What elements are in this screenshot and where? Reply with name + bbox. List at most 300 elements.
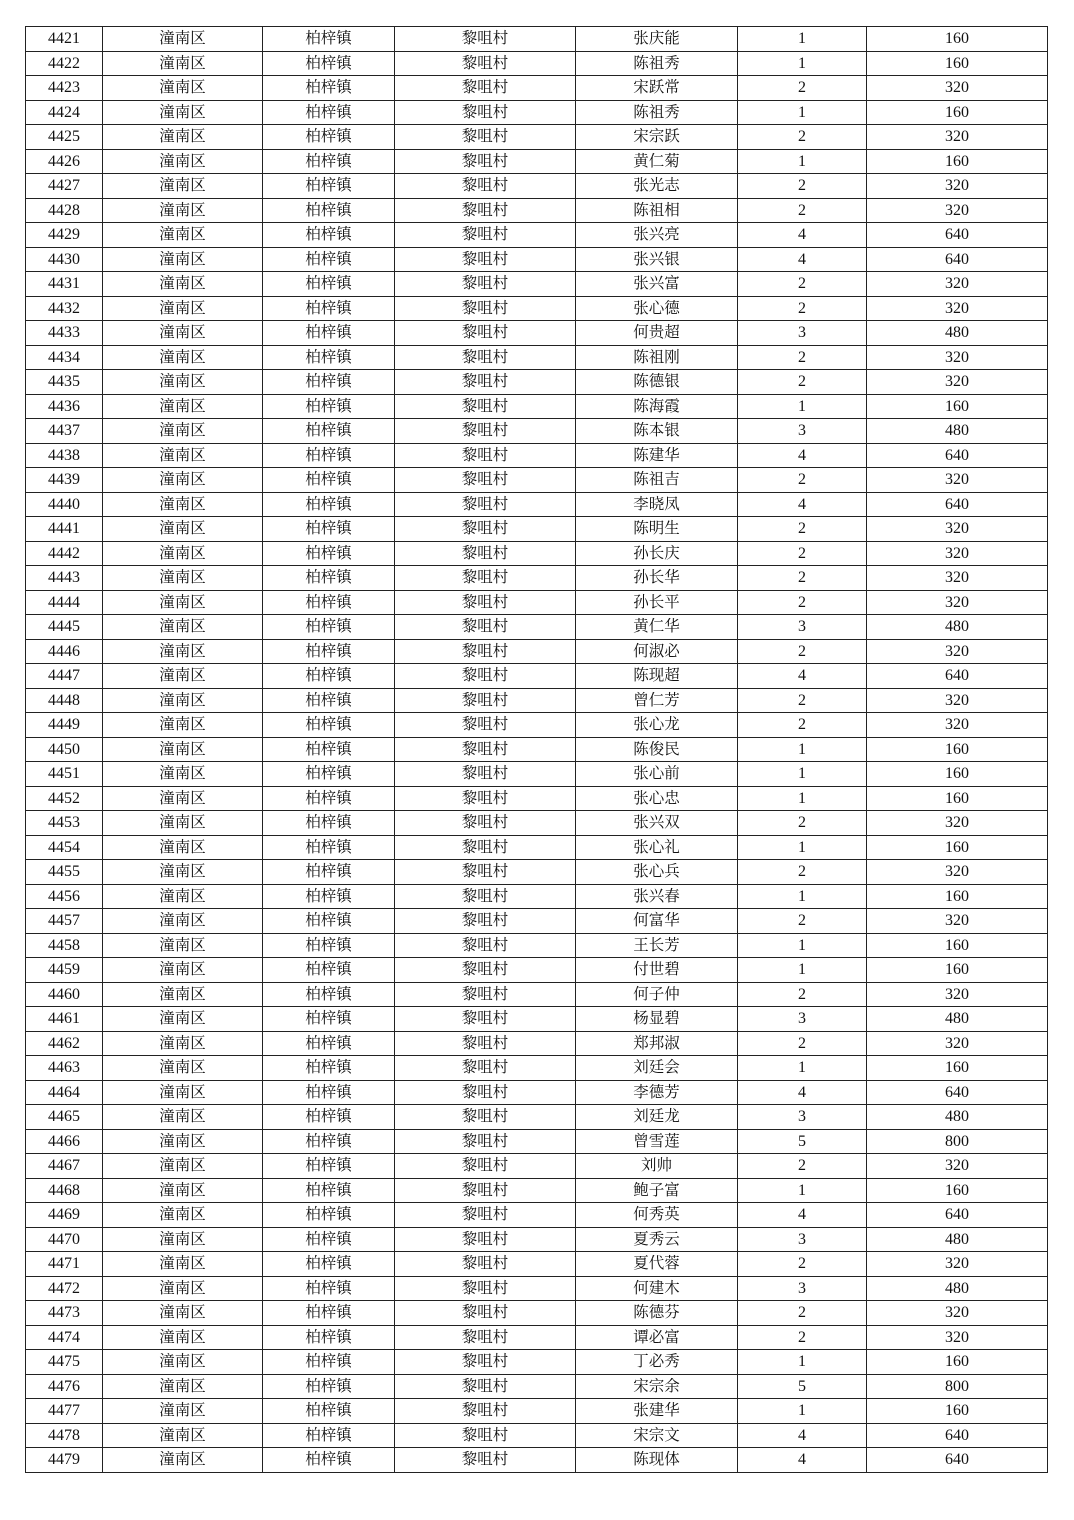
household-count-cell: 2: [738, 76, 867, 101]
household-count-cell: 2: [738, 566, 867, 591]
household-count-cell: 1: [738, 149, 867, 174]
serial-number-cell: 4433: [26, 321, 103, 346]
name-cell: 曾雪莲: [576, 1129, 738, 1154]
serial-number-cell: 4462: [26, 1031, 103, 1056]
household-count-cell: 2: [738, 1325, 867, 1350]
name-cell: 何富华: [576, 909, 738, 934]
village-cell: 黎咀村: [395, 517, 576, 542]
village-cell: 黎咀村: [395, 1080, 576, 1105]
district-cell: 潼南区: [103, 664, 263, 689]
amount-cell: 160: [867, 835, 1048, 860]
name-cell: 张庆能: [576, 27, 738, 52]
name-cell: 何淑必: [576, 639, 738, 664]
table-row: [26, 958, 1048, 983]
town-cell: 柏梓镇: [263, 321, 395, 346]
table-row: [26, 174, 1048, 199]
district-cell: 潼南区: [103, 1227, 263, 1252]
household-count-cell: 3: [738, 1276, 867, 1301]
amount-cell: 640: [867, 492, 1048, 517]
district-cell: 潼南区: [103, 1252, 263, 1277]
name-cell: 张兴春: [576, 884, 738, 909]
household-count-cell: 1: [738, 1056, 867, 1081]
village-cell: 黎咀村: [395, 345, 576, 370]
village-cell: 黎咀村: [395, 1423, 576, 1448]
district-cell: 潼南区: [103, 1423, 263, 1448]
table-row: [26, 1448, 1048, 1473]
district-cell: 潼南区: [103, 762, 263, 787]
town-cell: 柏梓镇: [263, 811, 395, 836]
town-cell: 柏梓镇: [263, 884, 395, 909]
town-cell: 柏梓镇: [263, 1301, 395, 1326]
serial-number-cell: 4465: [26, 1105, 103, 1130]
village-cell: 黎咀村: [395, 1301, 576, 1326]
name-cell: 陈德银: [576, 370, 738, 395]
amount-cell: 160: [867, 1178, 1048, 1203]
serial-number-cell: 4460: [26, 982, 103, 1007]
amount-cell: 320: [867, 639, 1048, 664]
amount-cell: 320: [867, 811, 1048, 836]
name-cell: 宋宗余: [576, 1374, 738, 1399]
table-row: [26, 1252, 1048, 1277]
serial-number-cell: 4450: [26, 737, 103, 762]
village-cell: 黎咀村: [395, 713, 576, 738]
serial-number-cell: 4473: [26, 1301, 103, 1326]
table-row: [26, 1007, 1048, 1032]
town-cell: 柏梓镇: [263, 223, 395, 248]
district-cell: 潼南区: [103, 1056, 263, 1081]
amount-cell: 480: [867, 615, 1048, 640]
table-row: [26, 762, 1048, 787]
district-cell: 潼南区: [103, 321, 263, 346]
district-cell: 潼南区: [103, 566, 263, 591]
town-cell: 柏梓镇: [263, 247, 395, 272]
amount-cell: 800: [867, 1129, 1048, 1154]
town-cell: 柏梓镇: [263, 1129, 395, 1154]
name-cell: 张光志: [576, 174, 738, 199]
name-cell: 张兴双: [576, 811, 738, 836]
district-cell: 潼南区: [103, 786, 263, 811]
name-cell: 鲍子富: [576, 1178, 738, 1203]
name-cell: 陈德芬: [576, 1301, 738, 1326]
household-count-cell: 2: [738, 541, 867, 566]
table-row: [26, 566, 1048, 591]
village-cell: 黎咀村: [395, 51, 576, 76]
serial-number-cell: 4474: [26, 1325, 103, 1350]
amount-cell: 480: [867, 1007, 1048, 1032]
name-cell: 张兴亮: [576, 223, 738, 248]
table-row: [26, 1080, 1048, 1105]
village-cell: 黎咀村: [395, 1252, 576, 1277]
table-row: [26, 345, 1048, 370]
table-row: [26, 517, 1048, 542]
serial-number-cell: 4422: [26, 51, 103, 76]
serial-number-cell: 4471: [26, 1252, 103, 1277]
amount-cell: 160: [867, 394, 1048, 419]
amount-cell: 320: [867, 370, 1048, 395]
amount-cell: 160: [867, 933, 1048, 958]
district-cell: 潼南区: [103, 1031, 263, 1056]
name-cell: 何贵超: [576, 321, 738, 346]
household-count-cell: 2: [738, 1252, 867, 1277]
household-count-cell: 3: [738, 615, 867, 640]
serial-number-cell: 4447: [26, 664, 103, 689]
district-cell: 潼南区: [103, 443, 263, 468]
district-cell: 潼南区: [103, 370, 263, 395]
village-cell: 黎咀村: [395, 1178, 576, 1203]
town-cell: 柏梓镇: [263, 370, 395, 395]
table-row: [26, 541, 1048, 566]
amount-cell: 640: [867, 664, 1048, 689]
household-count-cell: 2: [738, 639, 867, 664]
town-cell: 柏梓镇: [263, 76, 395, 101]
town-cell: 柏梓镇: [263, 860, 395, 885]
serial-number-cell: 4470: [26, 1227, 103, 1252]
district-cell: 潼南区: [103, 296, 263, 321]
amount-cell: 160: [867, 737, 1048, 762]
table-row: [26, 370, 1048, 395]
household-count-cell: 2: [738, 1301, 867, 1326]
town-cell: 柏梓镇: [263, 345, 395, 370]
name-cell: 夏代蓉: [576, 1252, 738, 1277]
district-cell: 潼南区: [103, 517, 263, 542]
amount-cell: 160: [867, 100, 1048, 125]
district-cell: 潼南区: [103, 198, 263, 223]
town-cell: 柏梓镇: [263, 909, 395, 934]
district-cell: 潼南区: [103, 1399, 263, 1424]
town-cell: 柏梓镇: [263, 835, 395, 860]
table-row: [26, 884, 1048, 909]
amount-cell: 320: [867, 198, 1048, 223]
village-cell: 黎咀村: [395, 737, 576, 762]
town-cell: 柏梓镇: [263, 566, 395, 591]
village-cell: 黎咀村: [395, 1399, 576, 1424]
table-row: [26, 1129, 1048, 1154]
district-cell: 潼南区: [103, 1276, 263, 1301]
household-count-cell: 1: [738, 958, 867, 983]
town-cell: 柏梓镇: [263, 296, 395, 321]
district-cell: 潼南区: [103, 884, 263, 909]
amount-cell: 320: [867, 566, 1048, 591]
table-row: [26, 492, 1048, 517]
amount-cell: 320: [867, 688, 1048, 713]
name-cell: 张心德: [576, 296, 738, 321]
town-cell: 柏梓镇: [263, 1056, 395, 1081]
serial-number-cell: 4477: [26, 1399, 103, 1424]
household-count-cell: 3: [738, 1007, 867, 1032]
table-row: [26, 982, 1048, 1007]
household-count-cell: 2: [738, 1154, 867, 1179]
town-cell: 柏梓镇: [263, 1448, 395, 1473]
name-cell: 宋宗文: [576, 1423, 738, 1448]
district-cell: 潼南区: [103, 1105, 263, 1130]
roster-body: [26, 27, 1048, 1473]
table-row: [26, 223, 1048, 248]
town-cell: 柏梓镇: [263, 762, 395, 787]
village-cell: 黎咀村: [395, 468, 576, 493]
name-cell: 张心礼: [576, 835, 738, 860]
name-cell: 宋宗跃: [576, 125, 738, 150]
household-count-cell: 2: [738, 713, 867, 738]
household-count-cell: 1: [738, 786, 867, 811]
household-count-cell: 2: [738, 1031, 867, 1056]
district-cell: 潼南区: [103, 909, 263, 934]
table-row: [26, 321, 1048, 346]
village-cell: 黎咀村: [395, 394, 576, 419]
name-cell: 陈本银: [576, 419, 738, 444]
town-cell: 柏梓镇: [263, 27, 395, 52]
town-cell: 柏梓镇: [263, 639, 395, 664]
amount-cell: 640: [867, 1448, 1048, 1473]
district-cell: 潼南区: [103, 100, 263, 125]
amount-cell: 480: [867, 1276, 1048, 1301]
district-cell: 潼南区: [103, 149, 263, 174]
amount-cell: 160: [867, 1350, 1048, 1375]
district-cell: 潼南区: [103, 174, 263, 199]
table-row: [26, 860, 1048, 885]
household-count-cell: 4: [738, 1080, 867, 1105]
table-row: [26, 27, 1048, 52]
district-cell: 潼南区: [103, 76, 263, 101]
name-cell: 陈祖秀: [576, 100, 738, 125]
village-cell: 黎咀村: [395, 272, 576, 297]
household-count-cell: 2: [738, 198, 867, 223]
household-count-cell: 1: [738, 1350, 867, 1375]
district-cell: 潼南区: [103, 1178, 263, 1203]
name-cell: 陈建华: [576, 443, 738, 468]
table-row: [26, 1276, 1048, 1301]
town-cell: 柏梓镇: [263, 51, 395, 76]
district-cell: 潼南区: [103, 1301, 263, 1326]
village-cell: 黎咀村: [395, 909, 576, 934]
village-cell: 黎咀村: [395, 688, 576, 713]
district-cell: 潼南区: [103, 835, 263, 860]
serial-number-cell: 4428: [26, 198, 103, 223]
amount-cell: 320: [867, 541, 1048, 566]
serial-number-cell: 4446: [26, 639, 103, 664]
village-cell: 黎咀村: [395, 1031, 576, 1056]
village-cell: 黎咀村: [395, 174, 576, 199]
amount-cell: 480: [867, 321, 1048, 346]
town-cell: 柏梓镇: [263, 1325, 395, 1350]
village-cell: 黎咀村: [395, 1007, 576, 1032]
amount-cell: 160: [867, 1399, 1048, 1424]
household-count-cell: 2: [738, 174, 867, 199]
district-cell: 潼南区: [103, 125, 263, 150]
household-count-cell: 2: [738, 811, 867, 836]
village-cell: 黎咀村: [395, 958, 576, 983]
amount-cell: 320: [867, 174, 1048, 199]
serial-number-cell: 4448: [26, 688, 103, 713]
name-cell: 宋跃常: [576, 76, 738, 101]
serial-number-cell: 4441: [26, 517, 103, 542]
district-cell: 潼南区: [103, 419, 263, 444]
district-cell: 潼南区: [103, 1203, 263, 1228]
district-cell: 潼南区: [103, 1374, 263, 1399]
serial-number-cell: 4431: [26, 272, 103, 297]
village-cell: 黎咀村: [395, 566, 576, 591]
household-count-cell: 1: [738, 27, 867, 52]
serial-number-cell: 4440: [26, 492, 103, 517]
district-cell: 潼南区: [103, 272, 263, 297]
village-cell: 黎咀村: [395, 786, 576, 811]
table-row: [26, 639, 1048, 664]
table-row: [26, 394, 1048, 419]
table-row: [26, 1178, 1048, 1203]
name-cell: 丁必秀: [576, 1350, 738, 1375]
serial-number-cell: 4472: [26, 1276, 103, 1301]
town-cell: 柏梓镇: [263, 737, 395, 762]
serial-number-cell: 4445: [26, 615, 103, 640]
amount-cell: 160: [867, 958, 1048, 983]
town-cell: 柏梓镇: [263, 664, 395, 689]
name-cell: 陈现超: [576, 664, 738, 689]
serial-number-cell: 4454: [26, 835, 103, 860]
amount-cell: 320: [867, 713, 1048, 738]
serial-number-cell: 4458: [26, 933, 103, 958]
serial-number-cell: 4444: [26, 590, 103, 615]
serial-number-cell: 4455: [26, 860, 103, 885]
district-cell: 潼南区: [103, 247, 263, 272]
household-count-cell: 1: [738, 100, 867, 125]
village-cell: 黎咀村: [395, 419, 576, 444]
village-cell: 黎咀村: [395, 1056, 576, 1081]
table-row: [26, 590, 1048, 615]
town-cell: 柏梓镇: [263, 1276, 395, 1301]
name-cell: 郑邦淑: [576, 1031, 738, 1056]
amount-cell: 320: [867, 517, 1048, 542]
table-row: [26, 272, 1048, 297]
serial-number-cell: 4427: [26, 174, 103, 199]
table-row: [26, 51, 1048, 76]
household-count-cell: 2: [738, 590, 867, 615]
village-cell: 黎咀村: [395, 321, 576, 346]
name-cell: 谭必富: [576, 1325, 738, 1350]
town-cell: 柏梓镇: [263, 786, 395, 811]
district-cell: 潼南区: [103, 345, 263, 370]
serial-number-cell: 4464: [26, 1080, 103, 1105]
table-row: [26, 1154, 1048, 1179]
town-cell: 柏梓镇: [263, 272, 395, 297]
village-cell: 黎咀村: [395, 982, 576, 1007]
name-cell: 张兴富: [576, 272, 738, 297]
district-cell: 潼南区: [103, 492, 263, 517]
amount-cell: 320: [867, 345, 1048, 370]
village-cell: 黎咀村: [395, 1203, 576, 1228]
household-count-cell: 4: [738, 664, 867, 689]
serial-number-cell: 4459: [26, 958, 103, 983]
household-count-cell: 4: [738, 1448, 867, 1473]
village-cell: 黎咀村: [395, 76, 576, 101]
serial-number-cell: 4463: [26, 1056, 103, 1081]
serial-number-cell: 4453: [26, 811, 103, 836]
town-cell: 柏梓镇: [263, 713, 395, 738]
town-cell: 柏梓镇: [263, 492, 395, 517]
serial-number-cell: 4457: [26, 909, 103, 934]
table-row: [26, 1350, 1048, 1375]
district-cell: 潼南区: [103, 27, 263, 52]
household-count-cell: 2: [738, 296, 867, 321]
serial-number-cell: 4469: [26, 1203, 103, 1228]
amount-cell: 320: [867, 1301, 1048, 1326]
town-cell: 柏梓镇: [263, 615, 395, 640]
serial-number-cell: 4429: [26, 223, 103, 248]
district-cell: 潼南区: [103, 394, 263, 419]
name-cell: 张心兵: [576, 860, 738, 885]
serial-number-cell: 4452: [26, 786, 103, 811]
amount-cell: 480: [867, 1105, 1048, 1130]
amount-cell: 160: [867, 27, 1048, 52]
table-row: [26, 1399, 1048, 1424]
name-cell: 何子仲: [576, 982, 738, 1007]
table-row: [26, 296, 1048, 321]
town-cell: 柏梓镇: [263, 174, 395, 199]
table-row: [26, 1105, 1048, 1130]
village-cell: 黎咀村: [395, 198, 576, 223]
district-cell: 潼南区: [103, 688, 263, 713]
village-cell: 黎咀村: [395, 296, 576, 321]
household-count-cell: 2: [738, 688, 867, 713]
household-count-cell: 2: [738, 982, 867, 1007]
amount-cell: 640: [867, 1080, 1048, 1105]
table-row: [26, 1423, 1048, 1448]
amount-cell: 480: [867, 1227, 1048, 1252]
district-cell: 潼南区: [103, 1448, 263, 1473]
district-cell: 潼南区: [103, 860, 263, 885]
table-row: [26, 1301, 1048, 1326]
amount-cell: 160: [867, 786, 1048, 811]
name-cell: 付世碧: [576, 958, 738, 983]
village-cell: 黎咀村: [395, 1276, 576, 1301]
district-cell: 潼南区: [103, 1350, 263, 1375]
name-cell: 孙长华: [576, 566, 738, 591]
village-cell: 黎咀村: [395, 933, 576, 958]
amount-cell: 480: [867, 419, 1048, 444]
name-cell: 曾仁芳: [576, 688, 738, 713]
serial-number-cell: 4438: [26, 443, 103, 468]
district-cell: 潼南区: [103, 982, 263, 1007]
village-cell: 黎咀村: [395, 835, 576, 860]
district-cell: 潼南区: [103, 590, 263, 615]
amount-cell: 320: [867, 296, 1048, 321]
table-row: [26, 737, 1048, 762]
town-cell: 柏梓镇: [263, 1154, 395, 1179]
village-cell: 黎咀村: [395, 884, 576, 909]
amount-cell: 160: [867, 51, 1048, 76]
table-row: [26, 1325, 1048, 1350]
town-cell: 柏梓镇: [263, 1374, 395, 1399]
name-cell: 李德芳: [576, 1080, 738, 1105]
serial-number-cell: 4475: [26, 1350, 103, 1375]
village-cell: 黎咀村: [395, 223, 576, 248]
household-count-cell: 4: [738, 1203, 867, 1228]
serial-number-cell: 4432: [26, 296, 103, 321]
serial-number-cell: 4439: [26, 468, 103, 493]
serial-number-cell: 4434: [26, 345, 103, 370]
serial-number-cell: 4478: [26, 1423, 103, 1448]
town-cell: 柏梓镇: [263, 1203, 395, 1228]
table-row: [26, 835, 1048, 860]
household-count-cell: 2: [738, 860, 867, 885]
amount-cell: 320: [867, 982, 1048, 1007]
household-count-cell: 4: [738, 223, 867, 248]
household-count-cell: 1: [738, 933, 867, 958]
amount-cell: 320: [867, 272, 1048, 297]
amount-cell: 640: [867, 247, 1048, 272]
serial-number-cell: 4466: [26, 1129, 103, 1154]
table-row: [26, 76, 1048, 101]
name-cell: 李晓凤: [576, 492, 738, 517]
amount-cell: 800: [867, 1374, 1048, 1399]
